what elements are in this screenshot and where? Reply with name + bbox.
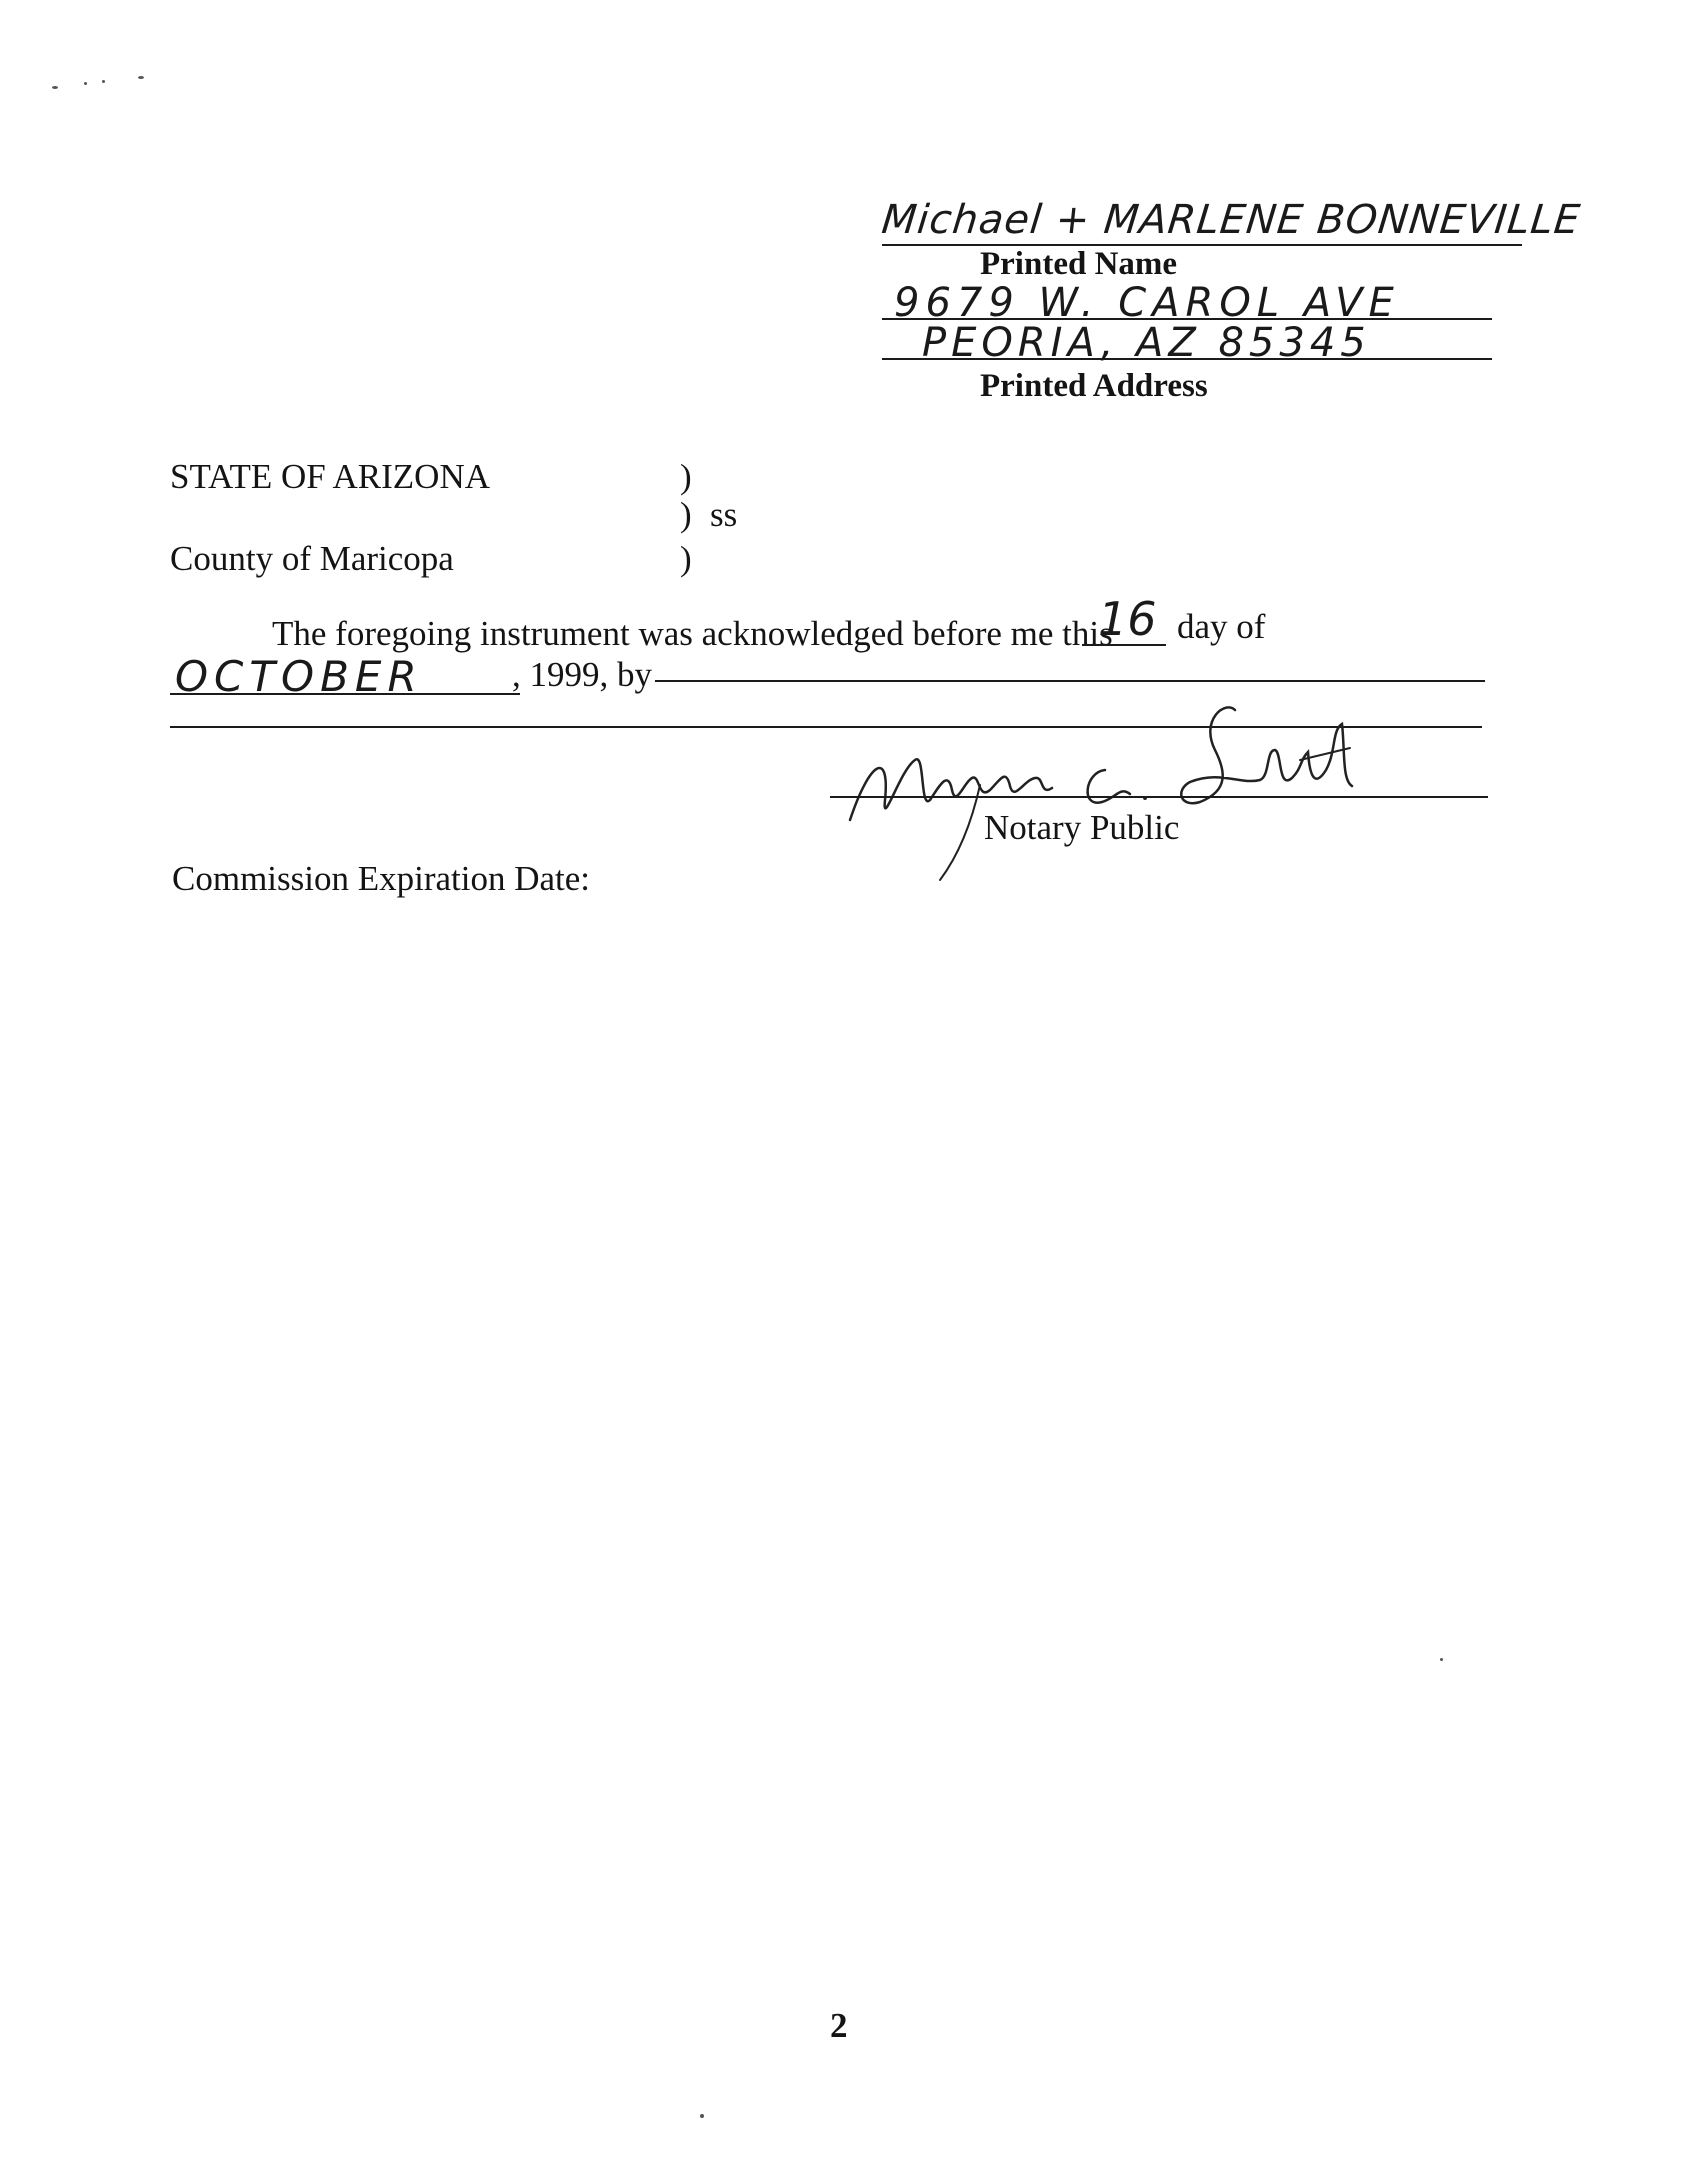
day-line (1082, 644, 1166, 646)
day-of-text: day of (1177, 607, 1266, 646)
venue-ss: ss (710, 495, 738, 534)
printed-name-line (882, 244, 1522, 246)
month-line (170, 693, 520, 695)
venue-paren-2: ) (680, 495, 692, 534)
address-line-2 (882, 358, 1492, 360)
commission-expiration-label: Commission Expiration Date: (172, 859, 591, 898)
state-heading: STATE OF ARIZONA (170, 457, 490, 496)
page-number: 2 (830, 2006, 848, 2045)
year-text: , 1999, by (512, 655, 652, 694)
handwritten-address-line1: 9679 W. CAROL AVE (894, 280, 1400, 326)
scan-speck (700, 2114, 704, 2118)
venue-paren-1: ) (680, 457, 692, 496)
acknowledgment-text: The foregoing instrument was acknowledged before me this (272, 614, 1113, 653)
scan-speck (1440, 1658, 1443, 1661)
handwritten-day: 16 (1098, 592, 1157, 646)
printed-name-label: Printed Name (980, 246, 1178, 282)
notary-public-label: Notary Public (984, 808, 1180, 847)
notary-signature-image (830, 690, 1430, 890)
handwritten-month: OCTOBER (175, 652, 423, 701)
scan-speck (102, 80, 105, 83)
printed-address-label: Printed Address (980, 368, 1208, 404)
scan-speck (52, 86, 58, 89)
by-line (655, 680, 1485, 682)
venue-paren-3: ) (680, 539, 692, 578)
handwritten-printed-name: Michael + MARLENE BONNEVILLE (879, 197, 1583, 243)
scan-speck (84, 82, 87, 85)
scan-speck (138, 76, 144, 79)
handwritten-address-line2: PEORIA, AZ 85345 (922, 320, 1371, 366)
notary-signature-line (830, 796, 1488, 798)
county-label: County of Maricopa (170, 539, 454, 578)
